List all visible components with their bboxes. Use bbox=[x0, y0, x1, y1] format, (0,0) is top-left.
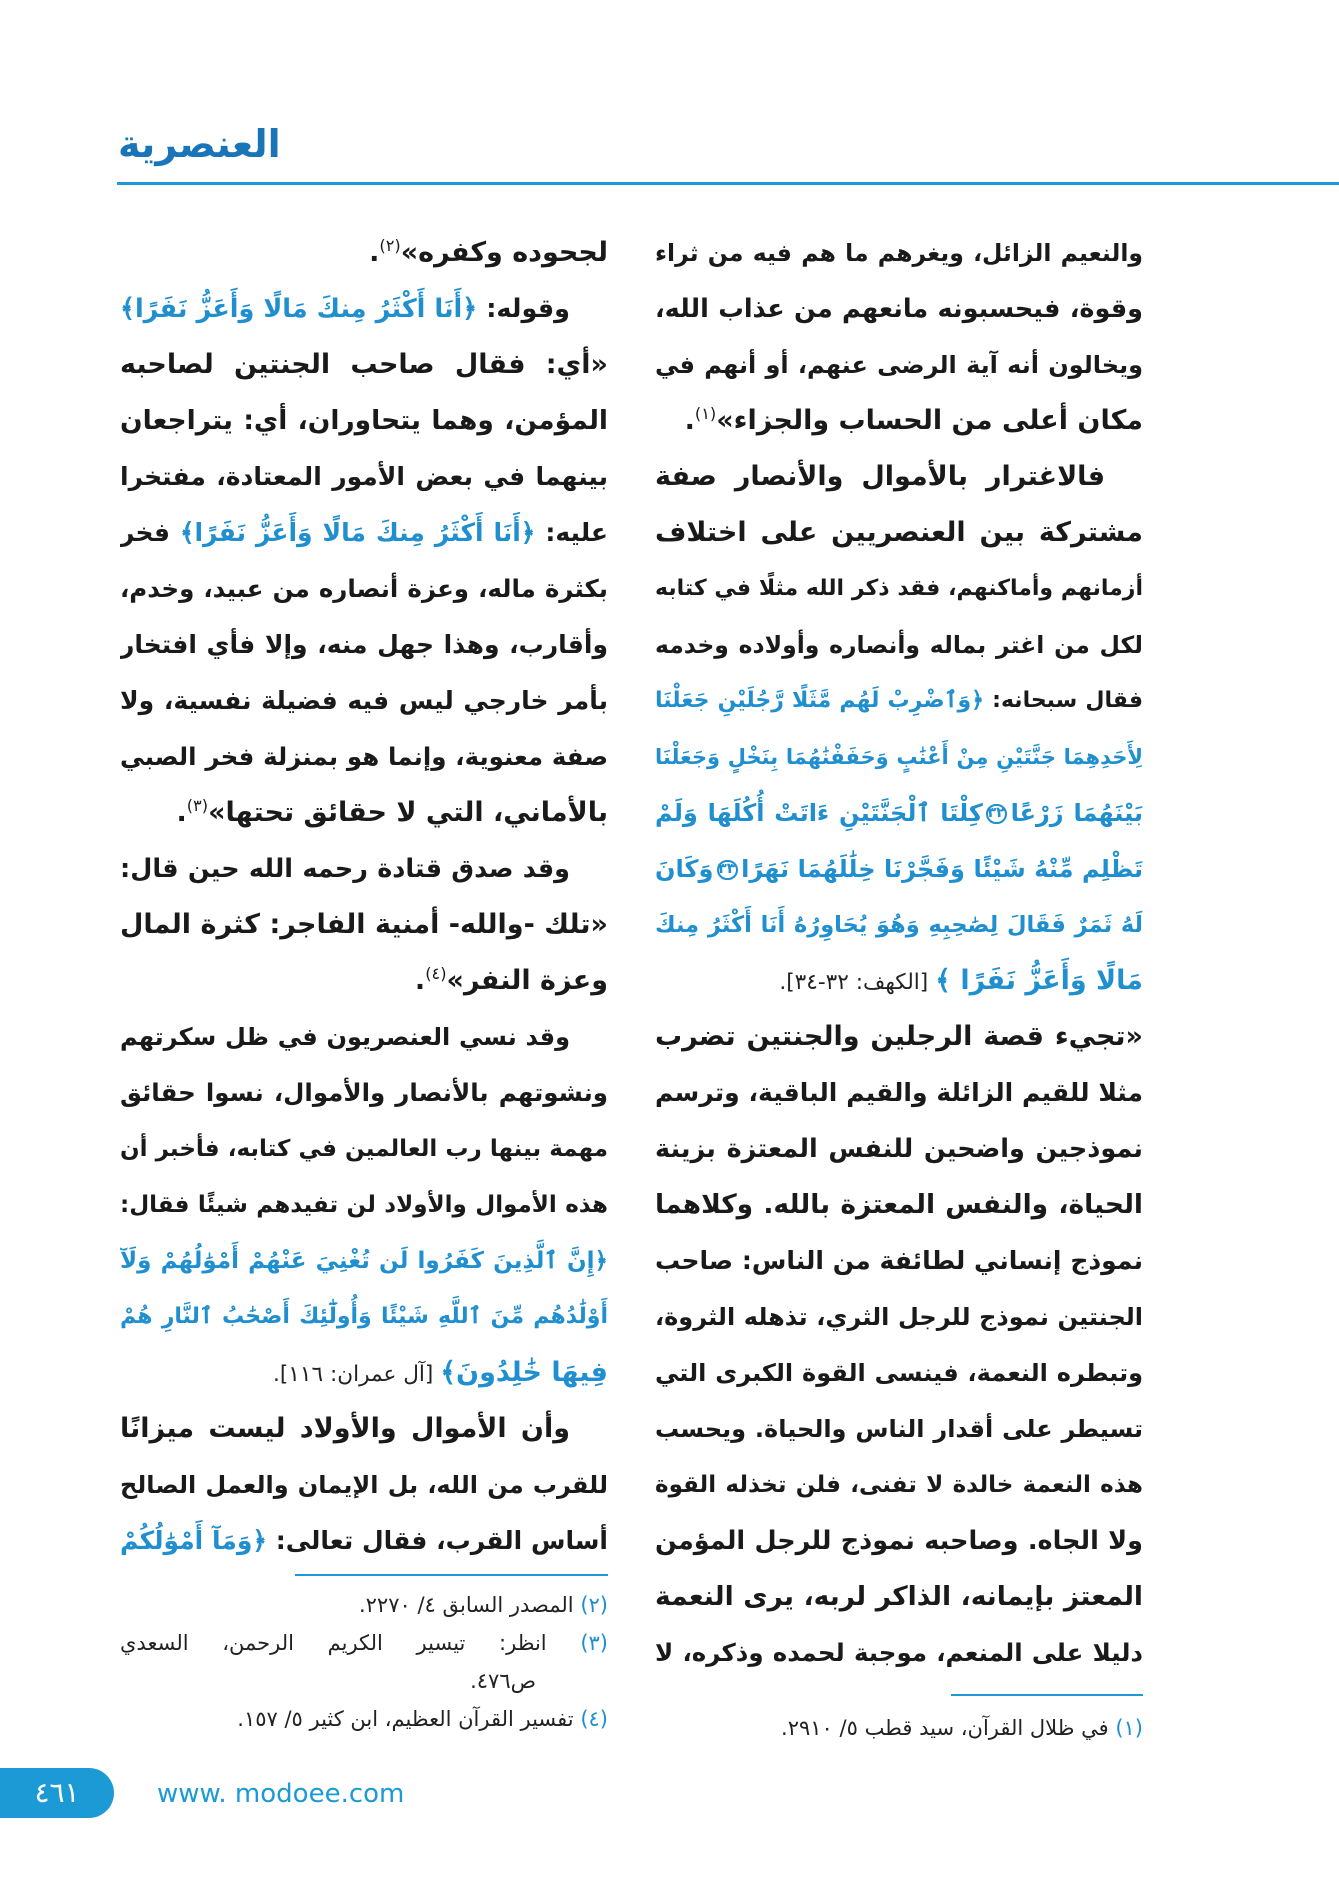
quran-text: ﴿أَنَا أَكْثَرُ مِنكَ مَالًا وَأَعَزُّ نَفَرًا﴾ bbox=[179, 518, 536, 547]
footnote-text: انظر: تيسير الكريم الرحمن، السعدي bbox=[120, 1631, 581, 1655]
footnote-ref: (١) bbox=[694, 404, 717, 423]
text-line bbox=[655, 561, 1143, 617]
line-text: «أي: فقال صاحب الجنتين لصاحبه bbox=[120, 349, 608, 380]
text-line bbox=[120, 673, 608, 729]
quran-text: بَيْنَهُمَا زَرْعًا bbox=[1010, 799, 1143, 827]
text-line bbox=[655, 1177, 1143, 1233]
line-text: الجنتين نموذج للرجل الثري، تذهله الثروة، bbox=[655, 1303, 1143, 1331]
left-column bbox=[120, 225, 608, 1569]
text-line bbox=[120, 617, 608, 673]
text-line bbox=[655, 337, 1143, 393]
quran-citation: [آل عمران: ١١٦]. bbox=[272, 1362, 441, 1387]
line-text: وأن الأموال والأولاد ليست ميزانًا bbox=[120, 1413, 570, 1444]
quran-text: ﴿أَنَا أَكْثَرُ مِنكَ مَالًا وَأَعَزُّ نَفَرًا﴾ bbox=[120, 294, 478, 324]
text-line bbox=[655, 1625, 1143, 1681]
footnote-ref: (٤) bbox=[425, 964, 447, 983]
line-text: . bbox=[176, 797, 187, 828]
text-line bbox=[120, 281, 608, 337]
footnote-continuation bbox=[120, 1662, 608, 1700]
text-line bbox=[120, 449, 608, 505]
line-text: وتبطره النعمة، فينسى القوة الكبرى التي bbox=[655, 1359, 1143, 1387]
text-line bbox=[120, 1457, 608, 1513]
line-text: ولا الجاه. وصاحبه نموذج للرجل المؤمن bbox=[655, 1526, 1143, 1556]
quran-text: لِأَحَدِهِمَا جَنَّتَيْنِ مِنْ أَعْنَٰبٍ وَحَفَفْنَٰهُمَا بِنَخْلٍ وَجَعَلْنَا bbox=[655, 745, 1143, 769]
line-text: وعزة النفر» bbox=[446, 965, 608, 996]
footnote-ref: (٣) bbox=[186, 796, 209, 815]
line-text: وقد صدق قتادة رحمه الله حين قال: bbox=[120, 854, 570, 884]
page-header-title: العنصرية bbox=[118, 122, 281, 166]
quran-text: ﴿وَٱضْرِبْ لَهُم مَّثَلًا رَّجُلَيْنِ جَعَلْنَا bbox=[655, 688, 985, 713]
line-text: الحياة، والنفس المعتزة بالله. وكلاهما bbox=[655, 1189, 1143, 1220]
text-line bbox=[655, 897, 1143, 953]
text-line bbox=[655, 729, 1143, 785]
line-text: «تجيء قصة الرجلين والجنتين تضرب bbox=[655, 1021, 1143, 1052]
text-line bbox=[655, 1289, 1143, 1345]
text-line bbox=[655, 785, 1143, 841]
footnotes bbox=[655, 1709, 1143, 1747]
line-text: هذه الأموال والأولاد لن تفيدهم شيئًا فقال: bbox=[120, 1192, 608, 1218]
text-line bbox=[655, 1401, 1143, 1457]
footnote-number: (٣) bbox=[580, 1631, 608, 1655]
quran-text: ﴿إِنَّ ٱلَّذِينَ كَفَرُوا لَن تُغْنِيَ عَنْهُمْ أَمْوَٰلُهُمْ وَلَآ bbox=[120, 1248, 608, 1274]
line-text: وقوة، فيحسبونه مانعهم من عذاب الله، bbox=[655, 294, 1143, 324]
line-text: والنعيم الزائل، ويغرهم ما هم فيه من ثراء bbox=[655, 239, 1143, 267]
footnote-ref: (٢) bbox=[379, 236, 401, 255]
text-line bbox=[120, 1289, 608, 1345]
text-line bbox=[655, 1569, 1143, 1625]
line-text: لكل من اغتر بماله وأنصاره وأولاده وخدمه bbox=[655, 631, 1143, 659]
text-line bbox=[655, 1457, 1143, 1513]
footnote-divider bbox=[951, 1694, 1143, 1696]
line-text: بالأماني، التي لا حقائق تحتها» bbox=[208, 797, 608, 828]
line-text: وقوله: bbox=[477, 294, 571, 324]
footnote bbox=[120, 1700, 608, 1738]
page-number: ٤٦١ bbox=[34, 1776, 80, 1809]
line-text: أزمانهم وأماكنهم، فقد ذكر الله مثلًا في كتابه bbox=[655, 576, 1143, 601]
footnote-number: (١) bbox=[1115, 1716, 1143, 1740]
line-text: مشتركة بين العنصريين على اختلاف bbox=[655, 517, 1143, 548]
text-line bbox=[120, 841, 608, 897]
text-line bbox=[120, 1065, 608, 1121]
text-line bbox=[120, 729, 608, 785]
ayah-number-marker: ٣٣ bbox=[717, 860, 738, 881]
text-line bbox=[655, 449, 1143, 505]
text-line bbox=[120, 1345, 608, 1401]
text-line bbox=[655, 505, 1143, 561]
footnote-text: في ظلال القرآن، سيد قطب ٥/ ٢٩١٠. bbox=[781, 1716, 1116, 1740]
line-text: ويخالون أنه آية الرضى عنهم، أو أنهم في bbox=[655, 351, 1143, 379]
quran-text: لَهُ ثَمَرٌ فَقَالَ لِصَٰحِبِهِ وَهُوَ يُحَاوِرُهُ أَنَا أَكْثَرُ مِنكَ bbox=[655, 912, 1143, 938]
line-text: نموذج إنساني لطائفة من الناس: صاحب bbox=[655, 1246, 1143, 1275]
text-line bbox=[120, 785, 608, 841]
text-line bbox=[655, 1345, 1143, 1401]
text-line bbox=[655, 1513, 1143, 1569]
footnote bbox=[120, 1624, 608, 1662]
text-line bbox=[655, 841, 1143, 897]
footnote bbox=[655, 1709, 1143, 1747]
line-text: مثلا للقيم الزائلة والقيم الباقية، وترسم bbox=[655, 1078, 1143, 1107]
line-text: مهمة بينها رب العالمين في كتابه، فأخبر أن bbox=[120, 1136, 608, 1162]
quran-text: كِلْتَا ٱلْجَنَّتَيْنِ ءَاتَتْ أُكُلَهَا وَلَمْ bbox=[655, 799, 983, 827]
text-line bbox=[120, 1401, 608, 1457]
line-text: صفة معنوية، وإنما هو بمنزلة فخر الصبي bbox=[120, 742, 608, 771]
text-line bbox=[120, 225, 608, 281]
text-line bbox=[655, 225, 1143, 281]
text-line bbox=[655, 1009, 1143, 1065]
quran-text: أَوْلَٰدُهُم مِّنَ ٱللَّهِ شَيْئًا وَأُولَٰٓئِكَ أَصْحَٰبُ ٱلنَّارِ هُمْ bbox=[120, 1304, 608, 1329]
line-text: . bbox=[684, 405, 695, 436]
text-line bbox=[120, 561, 608, 617]
text-line bbox=[120, 1513, 608, 1569]
text-line bbox=[120, 1177, 608, 1233]
ayah-number-marker: ٣٢ bbox=[986, 804, 1007, 825]
text-line bbox=[655, 281, 1143, 337]
line-text: دليلا على المنعم، موجبة لحمده وذكره، لا bbox=[655, 1638, 1143, 1667]
footnote-number: (٤) bbox=[580, 1707, 608, 1731]
footnote-text: المصدر السابق ٤/ ٢٢٧٠. bbox=[358, 1593, 581, 1617]
quran-citation: [الكهف: ٣٢-٣٤]. bbox=[779, 970, 936, 995]
text-line bbox=[655, 617, 1143, 673]
text-line bbox=[655, 1065, 1143, 1121]
text-line bbox=[120, 1121, 608, 1177]
footnote-text: ص٤٧٦. bbox=[470, 1669, 536, 1693]
page-number-badge bbox=[0, 1768, 114, 1818]
line-text: بأمر خارجي ليس فيه فضيلة نفسية، ولا bbox=[120, 686, 608, 715]
text-line bbox=[655, 1233, 1143, 1289]
quran-text: فِيهَا خَٰلِدُونَ﴾ bbox=[440, 1357, 608, 1388]
line-text: المعتز بإيمانه، الذاكر لربه، يرى النعمة bbox=[655, 1581, 1143, 1612]
text-line bbox=[120, 505, 608, 561]
header-divider bbox=[117, 182, 1339, 185]
text-line bbox=[120, 1233, 608, 1289]
footnote-text: تفسير القرآن العظيم، ابن كثير ٥/ ١٥٧. bbox=[237, 1707, 581, 1731]
quran-text: تَظْلِم مِّنْهُ شَيْئًا وَفَجَّرْنَا خِلَٰلَهُمَا نَهَرًا bbox=[741, 855, 1143, 883]
line-text: وأقارب، وهذا جهل منه، وإلا فأي افتخار bbox=[120, 630, 608, 659]
footnote-divider bbox=[295, 1574, 608, 1576]
footnote bbox=[120, 1586, 608, 1624]
line-text: بينهما في بعض الأمور المعتادة، مفتخرا bbox=[120, 462, 608, 491]
line-text: ونشوتهم بالأنصار والأموال، نسوا حقائق bbox=[120, 1078, 608, 1107]
line-text: للقرب من الله، بل الإيمان والعمل الصالح bbox=[120, 1471, 608, 1499]
quran-text: ﴿وَمَآ أَمْوَٰلُكُمْ bbox=[120, 1526, 268, 1555]
line-text: المؤمن، وهما يتحاوران، أي: يتراجعان bbox=[120, 405, 608, 436]
line-text: «تلك -والله- أمنية الفاجر: كثرة المال bbox=[120, 909, 608, 940]
text-line bbox=[120, 1009, 608, 1065]
footnote-number: (٢) bbox=[580, 1593, 608, 1617]
line-text: مكان أعلى من الحساب والجزاء» bbox=[716, 405, 1143, 436]
line-text: فالاغترار بالأموال والأنصار صفة bbox=[655, 461, 1105, 492]
text-line bbox=[120, 897, 608, 953]
right-column bbox=[655, 225, 1143, 1681]
text-line bbox=[120, 393, 608, 449]
footnotes bbox=[120, 1586, 608, 1738]
line-text: تسيطر على أقدار الناس والحياة. ويحسب bbox=[655, 1415, 1143, 1443]
line-text: . bbox=[369, 237, 380, 268]
text-line bbox=[655, 673, 1143, 729]
line-text: نموذجين واضحين للنفس المعتزة بزينة bbox=[655, 1134, 1143, 1164]
text-line bbox=[120, 337, 608, 393]
line-text: فقال سبحانه: bbox=[984, 688, 1143, 713]
line-text: لجحوده وكفره» bbox=[400, 237, 608, 268]
line-text: . bbox=[414, 965, 426, 996]
text-line bbox=[655, 953, 1143, 1009]
website-url: www. modoee.com bbox=[157, 1779, 405, 1809]
text-line bbox=[655, 1121, 1143, 1177]
text-line bbox=[655, 393, 1143, 449]
quran-text: وَكَانَ bbox=[655, 855, 714, 883]
line-text: وقد نسي العنصريون في ظل سكرتهم bbox=[120, 1023, 570, 1051]
line-text: فخر bbox=[120, 518, 180, 547]
text-line bbox=[120, 953, 608, 1009]
line-text: هذه النعمة خالدة لا تفنى، فلن تخذله القوة bbox=[655, 1472, 1143, 1498]
line-text: عليه: bbox=[535, 518, 608, 547]
line-text: بكثرة ماله، وعزة أنصاره من عبيد، وخدم، bbox=[120, 574, 608, 603]
line-text: أساس القرب، فقال تعالى: bbox=[267, 1526, 608, 1555]
quran-text: مَالًا وَأَعَزُّ نَفَرًا ﴾ bbox=[935, 965, 1143, 996]
